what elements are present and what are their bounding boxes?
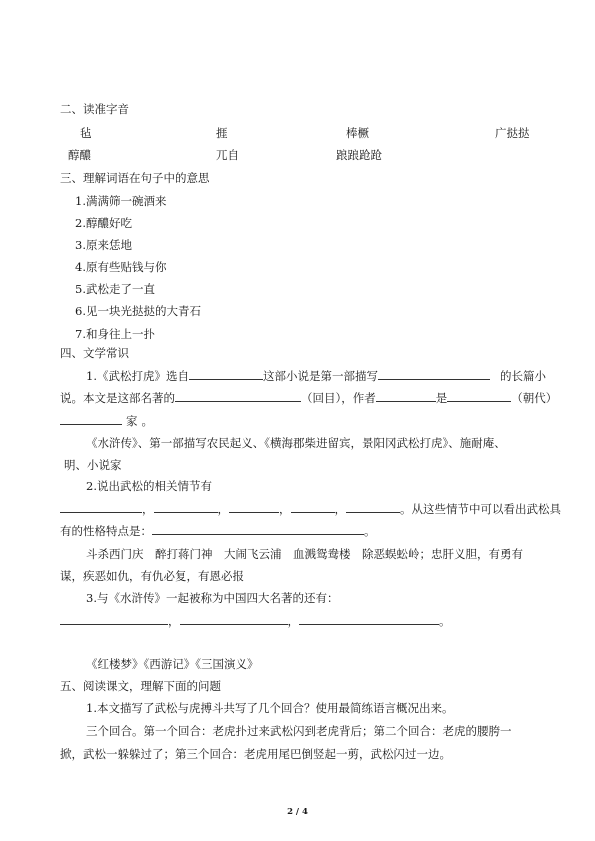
answer-blank[interactable]	[229, 500, 279, 513]
list-item: 5.武松走了一直	[75, 282, 155, 296]
question-text: 家	[126, 414, 138, 428]
answer-blank[interactable]	[447, 389, 511, 402]
pronunciation-word: 兀自	[216, 148, 239, 162]
answer-blank[interactable]	[154, 500, 218, 513]
question-text: （回目），作者	[301, 391, 376, 405]
question-text: 这部小说是第一部描写	[262, 369, 378, 383]
answer-text: 《水浒传》、第一部描写农民起义、《横海郡柴进留宾，景阳冈武松打虎》、施耐庵、	[86, 436, 506, 450]
separator: ，	[334, 502, 346, 516]
answer-blank[interactable]	[175, 389, 301, 402]
list-item: 4.原有些贴钱与你	[75, 260, 167, 274]
question-3-line-1: 3.与《水浒传》一起被称为中国四大名著的还有：	[86, 591, 339, 605]
pronunciation-word: 广挞挞	[495, 126, 530, 140]
answer-blank[interactable]	[291, 500, 335, 513]
section-5-heading: 五、阅读课文，理解下面的问题	[60, 679, 221, 693]
list-item: 3.原来恁地	[75, 238, 132, 252]
separator: ，	[168, 614, 180, 628]
question-2-line-1: 2.说出武松的相关情节有	[86, 479, 212, 493]
section-2-heading: 二、读准字音	[60, 102, 129, 116]
separator: ，	[287, 614, 299, 628]
question-text: 是	[435, 391, 448, 405]
question-2-line-3	[60, 522, 376, 539]
question-text: （朝代）	[511, 391, 558, 405]
separator: ，	[142, 502, 154, 516]
list-item: 1.满满筛一碗酒来	[75, 194, 167, 208]
answer-blank[interactable]	[299, 612, 439, 625]
question-3-line-2	[60, 612, 451, 629]
answer-text: 三个回合。第一个回合：老虎扑过来武松闪到老虎背后；第二个回合：老虎的腰胯一	[86, 724, 512, 738]
answer-blank[interactable]	[346, 500, 400, 513]
answer-blank[interactable]	[378, 367, 490, 380]
list-item: 6.见一块光挞挞的大青石	[75, 304, 201, 318]
list-item: 2.醇醲好吃	[75, 216, 132, 230]
page-number: 2 / 4	[287, 807, 308, 817]
pronunciation-word: 捱	[216, 126, 228, 140]
pronunciation-word: 毡	[80, 126, 92, 140]
question-text: 1.《武松打虎》选自	[86, 369, 189, 383]
answer-blank[interactable]	[180, 612, 288, 625]
question-text: 。	[141, 414, 153, 428]
answer-text: 《红楼梦》《西游记》《三国演义》	[86, 657, 259, 671]
separator: 。	[364, 524, 376, 538]
question-1-line-1	[86, 367, 546, 384]
question-2-line-2	[60, 500, 561, 517]
separator: ，	[279, 502, 291, 516]
section-3-heading: 三、理解词语在句子中的意思	[60, 171, 210, 185]
separator: 。	[439, 614, 451, 628]
pronunciation-word: 踉踉跄跄	[336, 148, 382, 162]
question-text: 说。本文是这部名著的	[60, 391, 175, 405]
question-text: 。从这些情节中可以看出武松具	[400, 502, 561, 516]
question-text: 有的性格特点是：	[60, 524, 152, 538]
separator: ，	[217, 502, 229, 516]
pronunciation-word: 棒橛	[346, 126, 369, 140]
question-text: 的长篇小	[499, 369, 546, 383]
answer-blank[interactable]	[60, 500, 142, 513]
answer-blank[interactable]	[60, 612, 168, 625]
question-1-line-2	[60, 389, 557, 406]
pronunciation-word: 醇醲	[68, 148, 91, 162]
section-4-heading: 四、文学常识	[60, 346, 129, 360]
list-item: 7.和身往上一扑	[75, 327, 155, 341]
question-text: 1.本文描写了武松与虎搏斗共写了几个回合？使用最简练语言概况出来。	[86, 701, 454, 715]
answer-text: 斗杀西门庆 醉打蒋门神 大闹飞云浦 血溅鸳鸯楼 除恶蜈蚣岭；忠肝义胆，有勇有	[86, 547, 523, 561]
answer-text: 谋，疾恶如仇，有仇必复，有恩必报	[60, 569, 244, 583]
answer-text: 掀，武松一躲躲过了；第三个回合：老虎用尾巴倒竖起一剪，武松闪过一边。	[60, 747, 451, 761]
answer-blank[interactable]	[152, 522, 364, 535]
answer-text: 明、小说家	[64, 458, 122, 472]
question-1-line-3	[60, 412, 153, 429]
answer-blank[interactable]	[376, 389, 436, 402]
answer-blank[interactable]	[189, 367, 263, 380]
answer-blank[interactable]	[60, 412, 122, 425]
